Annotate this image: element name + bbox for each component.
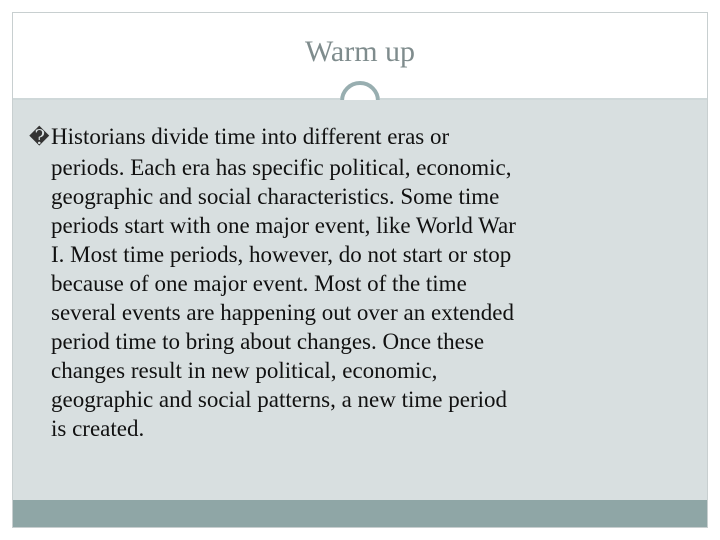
paragraph-line: several events are happening out over an extended xyxy=(51,300,514,325)
paragraph-line xyxy=(29,122,705,153)
paragraph-line: because of one major event. Most of the time xyxy=(51,271,467,296)
slide-title: Warm up xyxy=(304,35,416,68)
paragraph-line: periods. Each era has specific political, economic, xyxy=(51,155,512,180)
paragraph-line: geographic and social patterns, a new time period xyxy=(51,387,508,412)
paragraph-line: is created. xyxy=(51,416,145,441)
bullet-marker-icon: � xyxy=(29,127,50,149)
paragraph-line: I. Most time periods, however, do not start or stop xyxy=(51,242,512,267)
bullet-paragraph xyxy=(29,122,705,443)
paragraph-line-text: Historians divide time into different eras or xyxy=(51,124,450,149)
footer-bar xyxy=(13,500,707,527)
paragraph-line: period time to bring about changes. Once these xyxy=(51,329,485,354)
paragraph-line: geographic and social characteristics. Some time xyxy=(51,184,500,209)
paragraph-line: periods start with one major event, like World War xyxy=(51,213,516,238)
content-area xyxy=(13,100,707,500)
paragraph-line: changes result in new political, economic, xyxy=(51,358,438,383)
